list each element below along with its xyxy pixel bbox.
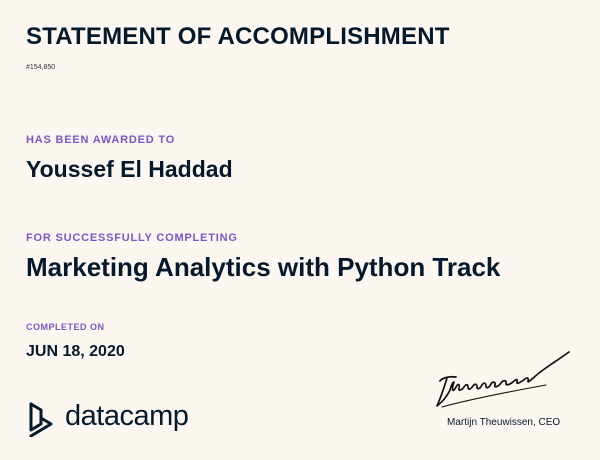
datacamp-logo-text: datacamp: [65, 400, 189, 432]
certificate-title: STATEMENT OF ACCOMPLISHMENT: [26, 23, 450, 50]
completed-label: COMPLETED ON: [26, 322, 105, 332]
recipient-name: Youssef El Haddad: [26, 156, 233, 182]
completing-label: FOR SUCCESSFULLY COMPLETING: [26, 232, 238, 244]
awarded-label: HAS BEEN AWARDED TO: [26, 134, 176, 146]
course-name: Marketing Analytics with Python Track: [26, 252, 501, 282]
signer-name: Martijn Theuwissen, CEO: [447, 417, 561, 428]
datacamp-logo-icon: [27, 401, 57, 437]
signature: [430, 348, 575, 410]
certificate-id: #154,850: [26, 64, 56, 71]
datacamp-logo: [27, 397, 197, 441]
completion-date: JUN 18, 2020: [26, 343, 125, 360]
